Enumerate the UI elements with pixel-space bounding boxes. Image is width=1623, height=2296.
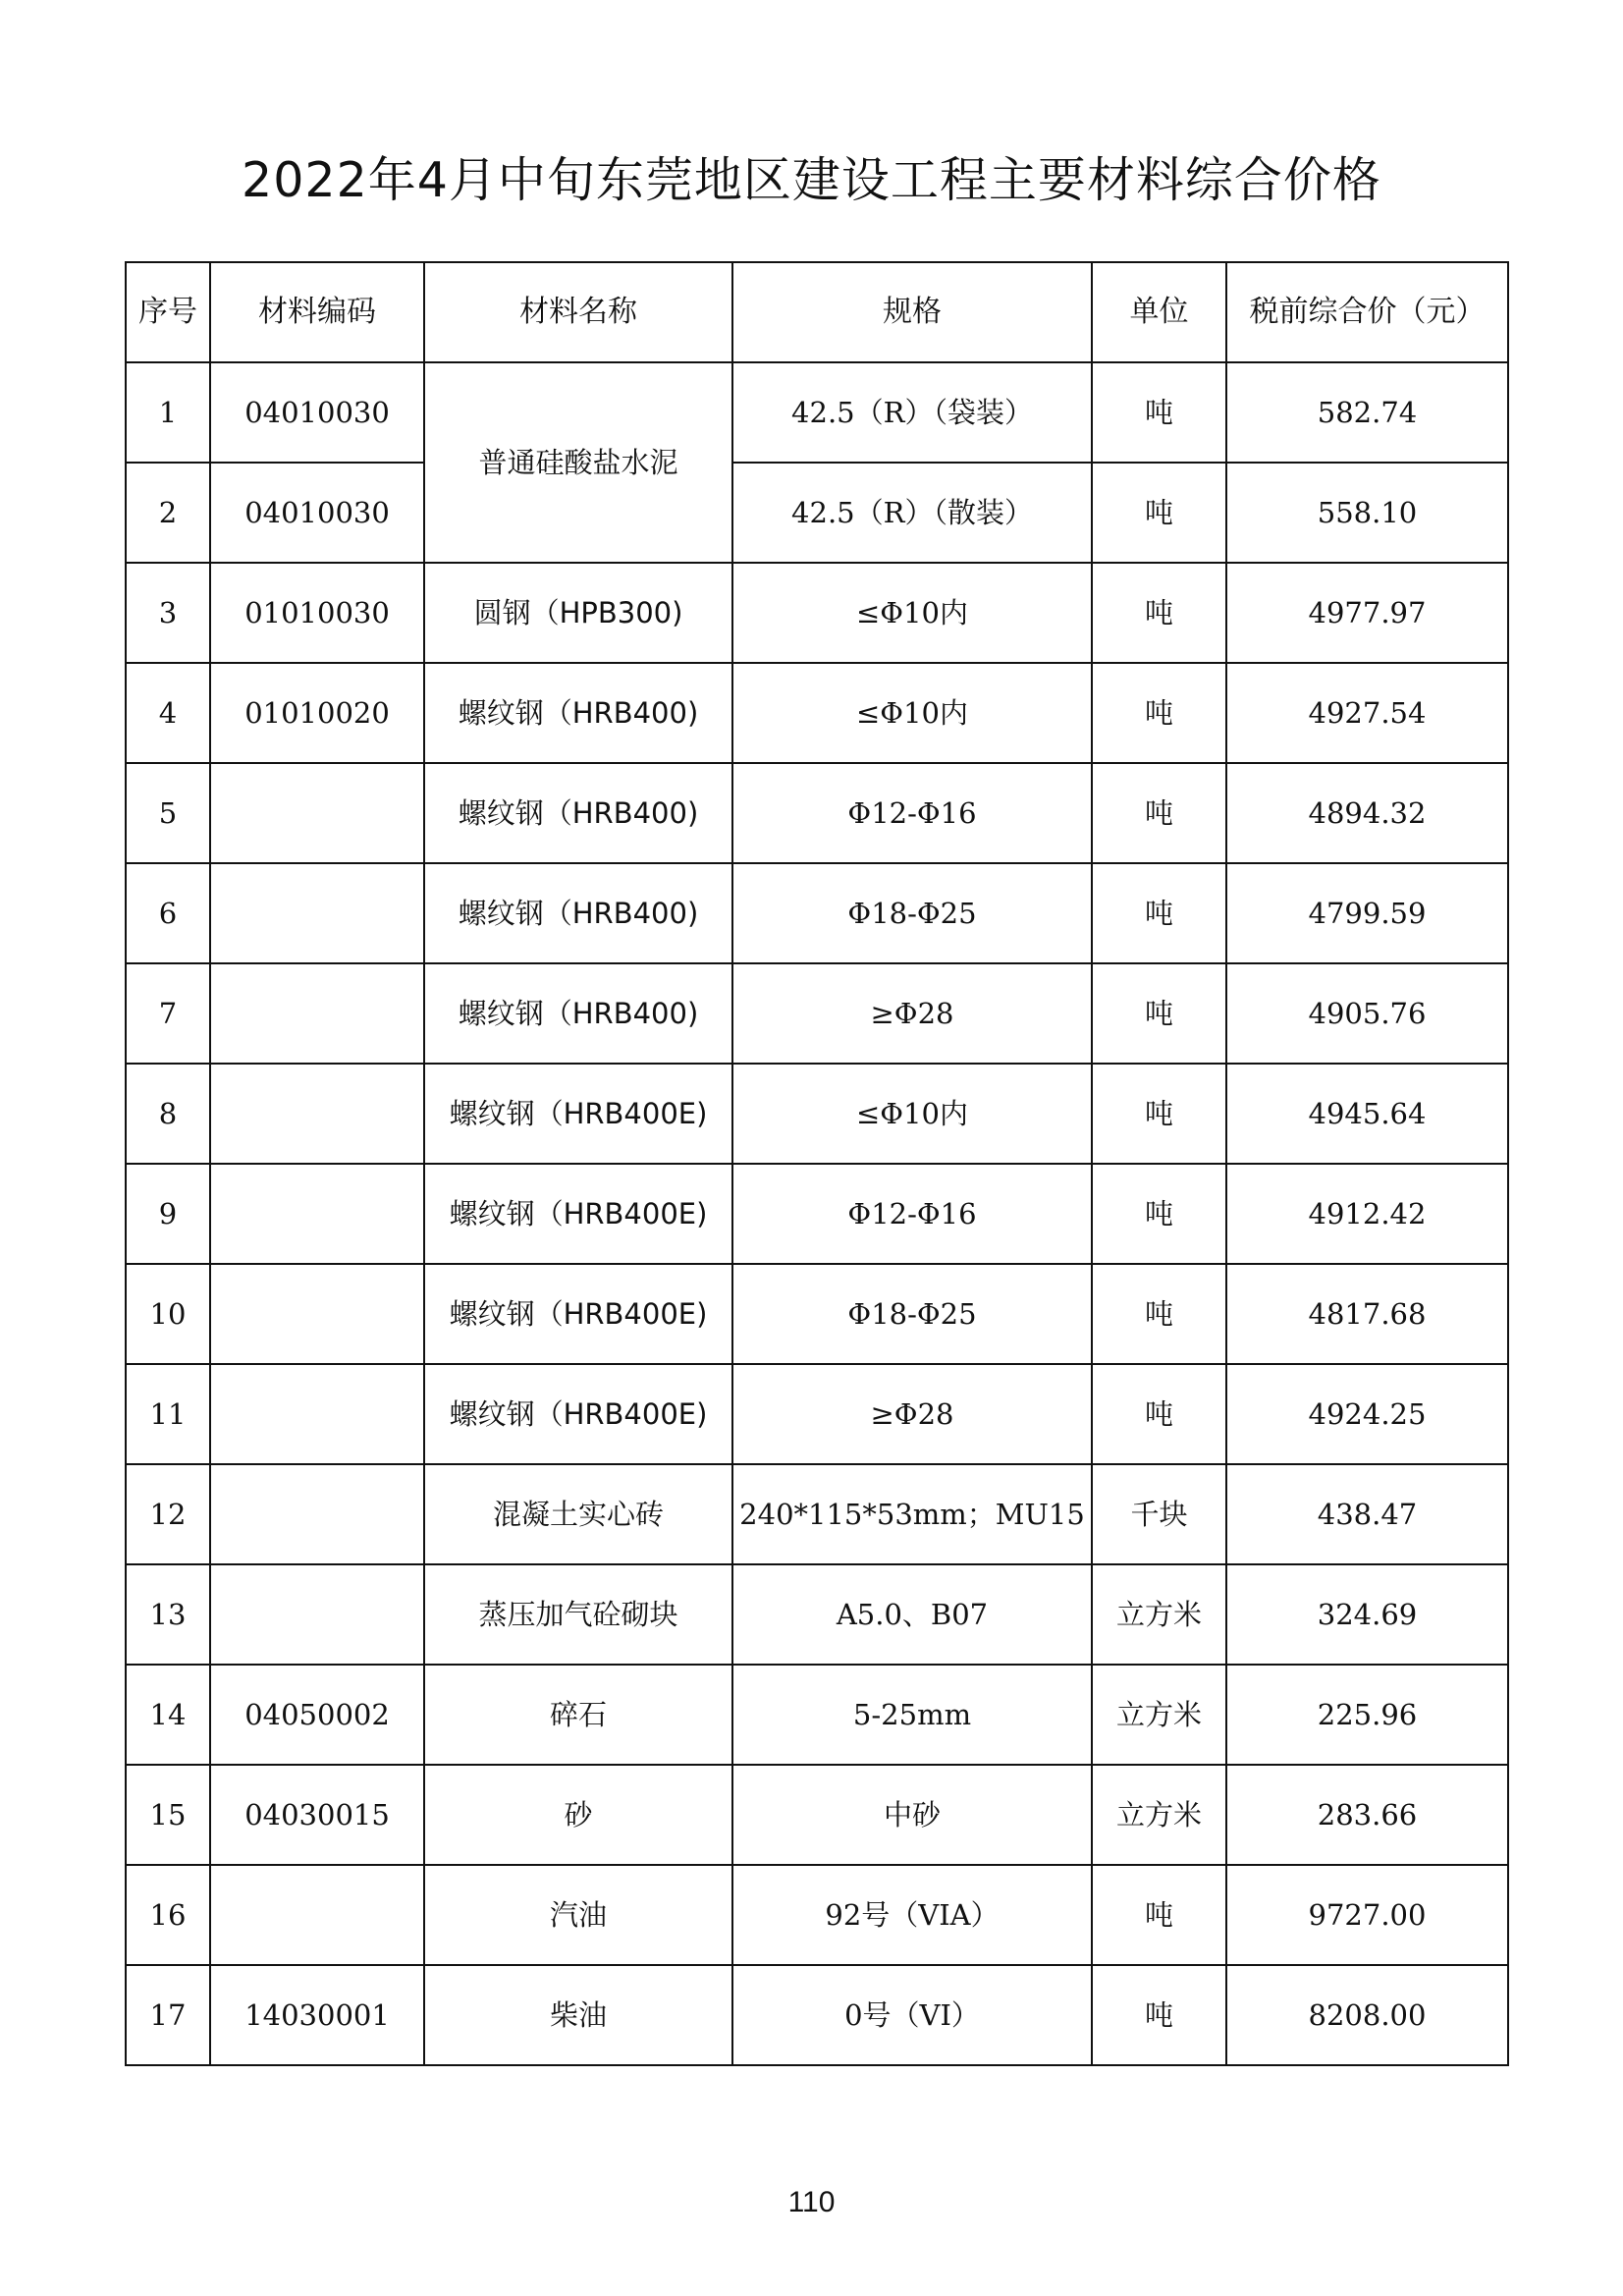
cell-spec: ≤Φ10内 bbox=[732, 663, 1092, 763]
table-row bbox=[126, 963, 1508, 1064]
cell-code: 01010020 bbox=[210, 663, 424, 763]
cell-unit: 吨 bbox=[1092, 1364, 1226, 1464]
cell-price: 4817.68 bbox=[1226, 1264, 1508, 1364]
cell-spec: Φ18-Φ25 bbox=[732, 1264, 1092, 1364]
cell-price: 225.96 bbox=[1226, 1665, 1508, 1765]
cell-unit: 吨 bbox=[1092, 1865, 1226, 1965]
table-row bbox=[126, 463, 1508, 563]
table-row bbox=[126, 1564, 1508, 1665]
cell-price: 9727.00 bbox=[1226, 1865, 1508, 1965]
cell-name: 圆钢（HPB300) bbox=[424, 563, 732, 663]
cell-unit: 吨 bbox=[1092, 663, 1226, 763]
cell-seq: 2 bbox=[126, 463, 210, 563]
cell-unit: 吨 bbox=[1092, 463, 1226, 563]
cell-seq: 1 bbox=[126, 362, 210, 463]
cell-price: 4799.59 bbox=[1226, 863, 1508, 963]
cell-price: 8208.00 bbox=[1226, 1965, 1508, 2065]
cell-seq: 4 bbox=[126, 663, 210, 763]
cell-name: 螺纹钢（HRB400E) bbox=[424, 1264, 732, 1364]
cell-name: 螺纹钢（HRB400E) bbox=[424, 1364, 732, 1464]
cell-code: 04030015 bbox=[210, 1765, 424, 1865]
cell-price: 582.74 bbox=[1226, 362, 1508, 463]
cell-name: 螺纹钢（HRB400) bbox=[424, 863, 732, 963]
cell-unit: 吨 bbox=[1092, 362, 1226, 463]
cell-spec: ≥Φ28 bbox=[732, 963, 1092, 1064]
cell-price: 438.47 bbox=[1226, 1464, 1508, 1564]
cell-seq: 6 bbox=[126, 863, 210, 963]
cell-price: 4912.42 bbox=[1226, 1164, 1508, 1264]
cell-spec: 92号（VIA） bbox=[732, 1865, 1092, 1965]
cell-unit: 吨 bbox=[1092, 1965, 1226, 2065]
cell-spec: 5-25mm bbox=[732, 1665, 1092, 1765]
cell-unit: 立方米 bbox=[1092, 1665, 1226, 1765]
cell-price: 4945.64 bbox=[1226, 1064, 1508, 1164]
table-row bbox=[126, 1264, 1508, 1364]
cell-spec: 0号（VI） bbox=[732, 1965, 1092, 2065]
table-row bbox=[126, 663, 1508, 763]
cell-code bbox=[210, 1564, 424, 1665]
cell-unit: 吨 bbox=[1092, 563, 1226, 663]
cell-code: 14030001 bbox=[210, 1965, 424, 2065]
table-row bbox=[126, 1064, 1508, 1164]
cell-name: 碎石 bbox=[424, 1665, 732, 1765]
cell-seq: 5 bbox=[126, 763, 210, 863]
table-header-row bbox=[126, 262, 1508, 362]
cell-price: 558.10 bbox=[1226, 463, 1508, 563]
cell-code bbox=[210, 863, 424, 963]
cell-price: 4977.97 bbox=[1226, 563, 1508, 663]
cell-seq: 14 bbox=[126, 1665, 210, 1765]
cell-name: 混凝土实心砖 bbox=[424, 1464, 732, 1564]
table-row bbox=[126, 863, 1508, 963]
cell-seq: 13 bbox=[126, 1564, 210, 1665]
cell-price: 283.66 bbox=[1226, 1765, 1508, 1865]
cell-name: 螺纹钢（HRB400) bbox=[424, 763, 732, 863]
cell-unit: 吨 bbox=[1092, 863, 1226, 963]
cell-spec: A5.0、B07 bbox=[732, 1564, 1092, 1665]
cell-spec: ≤Φ10内 bbox=[732, 1064, 1092, 1164]
cell-spec: ≥Φ28 bbox=[732, 1364, 1092, 1464]
cell-code bbox=[210, 763, 424, 863]
cell-unit: 千块 bbox=[1092, 1464, 1226, 1564]
header-unit: 单位 bbox=[1092, 262, 1226, 362]
header-seq: 序号 bbox=[126, 262, 210, 362]
cell-unit: 吨 bbox=[1092, 763, 1226, 863]
material-price-table bbox=[125, 261, 1509, 2066]
page-number: 110 bbox=[787, 2186, 836, 2218]
cell-spec: 中砂 bbox=[732, 1765, 1092, 1865]
table-row bbox=[126, 1164, 1508, 1264]
cell-seq: 7 bbox=[126, 963, 210, 1064]
table-row bbox=[126, 1665, 1508, 1765]
cell-code bbox=[210, 1164, 424, 1264]
cell-name: 蒸压加气砼砌块 bbox=[424, 1564, 732, 1665]
cell-name-merged: 普通硅酸盐水泥 bbox=[424, 362, 732, 563]
header-spec: 规格 bbox=[732, 262, 1092, 362]
table-row bbox=[126, 563, 1508, 663]
cell-seq: 10 bbox=[126, 1264, 210, 1364]
cell-unit: 吨 bbox=[1092, 1064, 1226, 1164]
cell-unit: 吨 bbox=[1092, 1164, 1226, 1264]
cell-price: 4905.76 bbox=[1226, 963, 1508, 1064]
cell-price: 4894.32 bbox=[1226, 763, 1508, 863]
cell-name: 螺纹钢（HRB400E) bbox=[424, 1064, 732, 1164]
cell-code: 04010030 bbox=[210, 362, 424, 463]
table-row bbox=[126, 1765, 1508, 1865]
table-row bbox=[126, 1965, 1508, 2065]
cell-seq: 8 bbox=[126, 1064, 210, 1164]
cell-spec: Φ18-Φ25 bbox=[732, 863, 1092, 963]
cell-name: 螺纹钢（HRB400) bbox=[424, 963, 732, 1064]
cell-code: 04050002 bbox=[210, 1665, 424, 1765]
cell-seq: 3 bbox=[126, 563, 210, 663]
cell-code bbox=[210, 1064, 424, 1164]
cell-seq: 11 bbox=[126, 1364, 210, 1464]
cell-seq: 15 bbox=[126, 1765, 210, 1865]
cell-price: 4924.25 bbox=[1226, 1364, 1508, 1464]
cell-price: 324.69 bbox=[1226, 1564, 1508, 1665]
cell-code: 04010030 bbox=[210, 463, 424, 563]
cell-code bbox=[210, 1865, 424, 1965]
cell-code: 01010030 bbox=[210, 563, 424, 663]
cell-price: 4927.54 bbox=[1226, 663, 1508, 763]
cell-code bbox=[210, 963, 424, 1064]
cell-code bbox=[210, 1464, 424, 1564]
table-row bbox=[126, 1364, 1508, 1464]
table-row bbox=[126, 763, 1508, 863]
cell-spec: ≤Φ10内 bbox=[732, 563, 1092, 663]
cell-spec: 42.5（R）（袋装） bbox=[732, 362, 1092, 463]
cell-name: 汽油 bbox=[424, 1865, 732, 1965]
table-body bbox=[126, 362, 1508, 2065]
cell-unit: 吨 bbox=[1092, 1264, 1226, 1364]
cell-seq: 12 bbox=[126, 1464, 210, 1564]
table-row bbox=[126, 1865, 1508, 1965]
cell-spec: Φ12-Φ16 bbox=[732, 1164, 1092, 1264]
table-row bbox=[126, 1464, 1508, 1564]
cell-spec: 240*115*53mm；MU15 bbox=[732, 1464, 1092, 1564]
cell-unit: 立方米 bbox=[1092, 1564, 1226, 1665]
header-name: 材料名称 bbox=[424, 262, 732, 362]
cell-spec: Φ12-Φ16 bbox=[732, 763, 1092, 863]
cell-name: 螺纹钢（HRB400E) bbox=[424, 1164, 732, 1264]
cell-name: 柴油 bbox=[424, 1965, 732, 2065]
cell-seq: 9 bbox=[126, 1164, 210, 1264]
cell-name: 砂 bbox=[424, 1765, 732, 1865]
cell-spec: 42.5（R）（散装） bbox=[732, 463, 1092, 563]
table-row bbox=[126, 362, 1508, 463]
cell-code bbox=[210, 1264, 424, 1364]
page-title: 2022年4月中旬东莞地区建设工程主要材料综合价格 bbox=[242, 152, 1381, 208]
cell-unit: 吨 bbox=[1092, 963, 1226, 1064]
header-price: 税前综合价（元） bbox=[1226, 262, 1508, 362]
cell-seq: 17 bbox=[126, 1965, 210, 2065]
header-code: 材料编码 bbox=[210, 262, 424, 362]
cell-name: 螺纹钢（HRB400) bbox=[424, 663, 732, 763]
cell-seq: 16 bbox=[126, 1865, 210, 1965]
cell-code bbox=[210, 1364, 424, 1464]
cell-unit: 立方米 bbox=[1092, 1765, 1226, 1865]
